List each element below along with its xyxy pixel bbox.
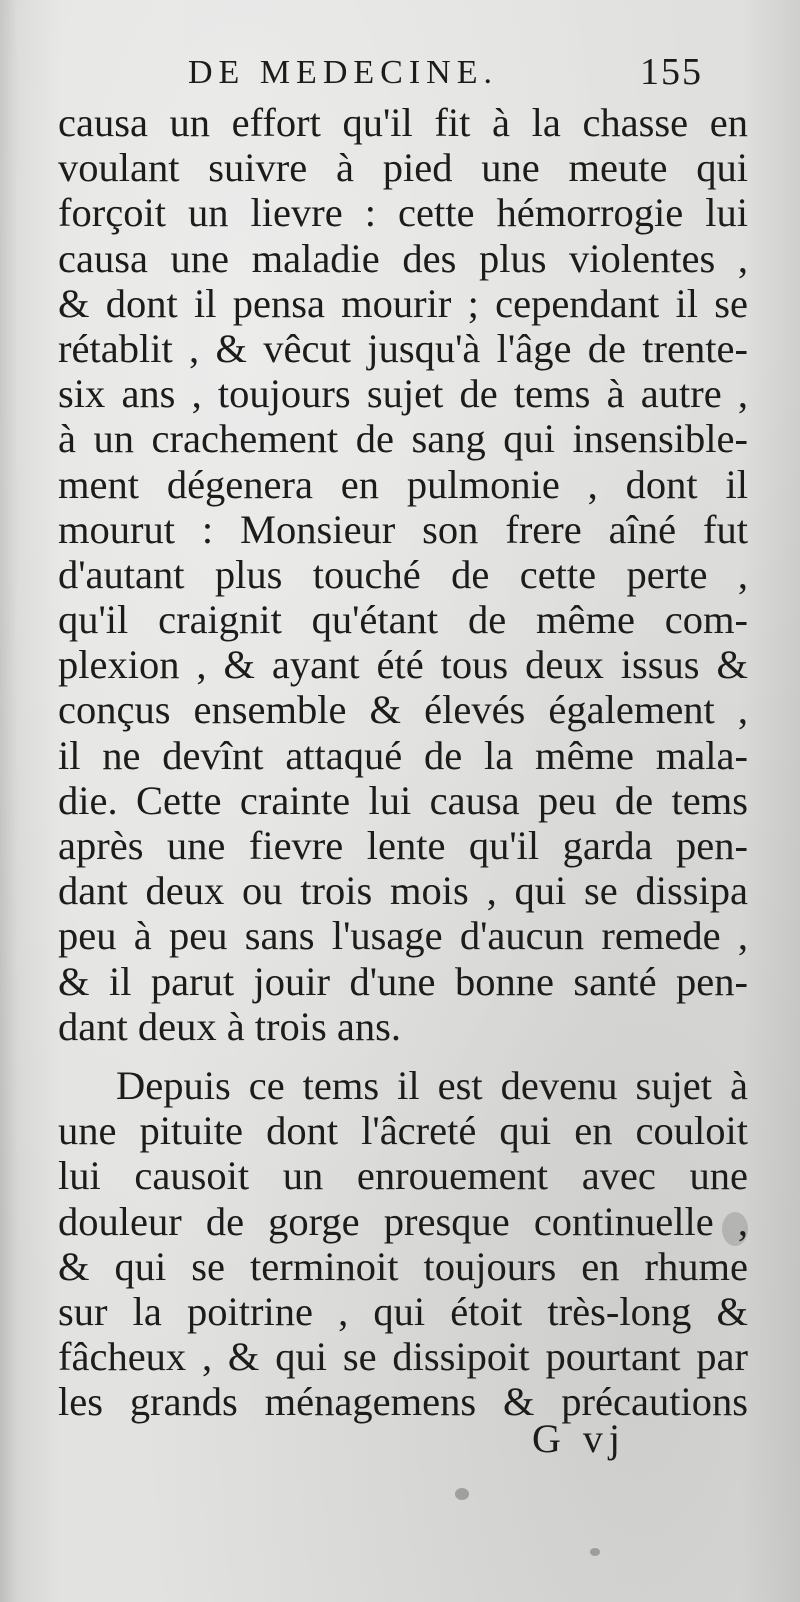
text-line: fâcheux , & qui se dissipoit pourtant par xyxy=(58,1334,748,1380)
text-line: plexion , & ayant été tous deux issus & xyxy=(58,642,748,688)
text-line: forçoit un lievre : cette hémorrogie lui xyxy=(58,190,748,236)
text-line: qu'il craignit qu'étant de même com- xyxy=(58,597,748,643)
text-line: douleur de gorge presque continuelle , xyxy=(58,1198,748,1244)
paper-speck xyxy=(455,1488,469,1500)
text-line: mourut : Monsieur son frere aîné fut xyxy=(58,506,748,552)
text-line: six ans , toujours sujet de tems à autre , xyxy=(58,371,748,417)
text-line: à un crachement de sang qui insensible- xyxy=(58,416,748,462)
text-line: causa un effort qu'il fit à la chasse en xyxy=(58,100,748,145)
body-text xyxy=(58,100,748,1424)
text-line: conçus ensemble & élevés également , xyxy=(58,687,748,733)
text-line: sur la poitrine , qui étoit très-long & xyxy=(58,1288,748,1334)
page-number: 155 xyxy=(640,51,703,93)
text-line: Depuis ce tems il est devenu sujet à xyxy=(116,1062,748,1108)
text-line: dant deux ou trois mois , qui se dissipa xyxy=(58,868,748,914)
text-line: les grands ménagemens & précautions xyxy=(58,1379,748,1425)
text-line: die. Cette crainte lui causa peu de tems xyxy=(58,777,748,823)
text-line: il ne devînt attaqué de la même mala- xyxy=(58,732,748,778)
text-line: & il parut jouir d'une bonne santé pen- xyxy=(58,958,748,1004)
text-line: après une fievre lente qu'il garda pen- xyxy=(58,823,748,868)
text-line: une pituite dont l'âcreté qui en couloit xyxy=(58,1108,748,1154)
text-line: d'autant plus touché de cette perte , xyxy=(58,551,748,597)
running-head: DE MEDECINE. xyxy=(188,54,498,91)
text-line: causa une maladie des plus violentes , xyxy=(58,235,748,281)
text-line: voulant suivre à pied une meute qui xyxy=(58,145,748,191)
signature-mark: G vj xyxy=(532,1416,626,1461)
text-line: lui causoit un enrouement avec une xyxy=(58,1153,748,1199)
text-line: & dont il pensa mourir ; cependant il se xyxy=(58,280,748,326)
text-line: dant deux à trois ans. xyxy=(58,1003,402,1049)
text-line: rétablit , & vêcut jusqu'à l'âge de trente- xyxy=(58,325,748,371)
text-line: & qui se terminoit toujours en rhume xyxy=(58,1243,748,1289)
text-line: ment dégenera en pulmonie , dont il xyxy=(58,461,748,507)
text-line: peu à peu sans l'usage d'aucun remede , xyxy=(58,913,748,959)
paragraph-gap xyxy=(58,1049,748,1063)
paper-speck xyxy=(590,1548,600,1556)
